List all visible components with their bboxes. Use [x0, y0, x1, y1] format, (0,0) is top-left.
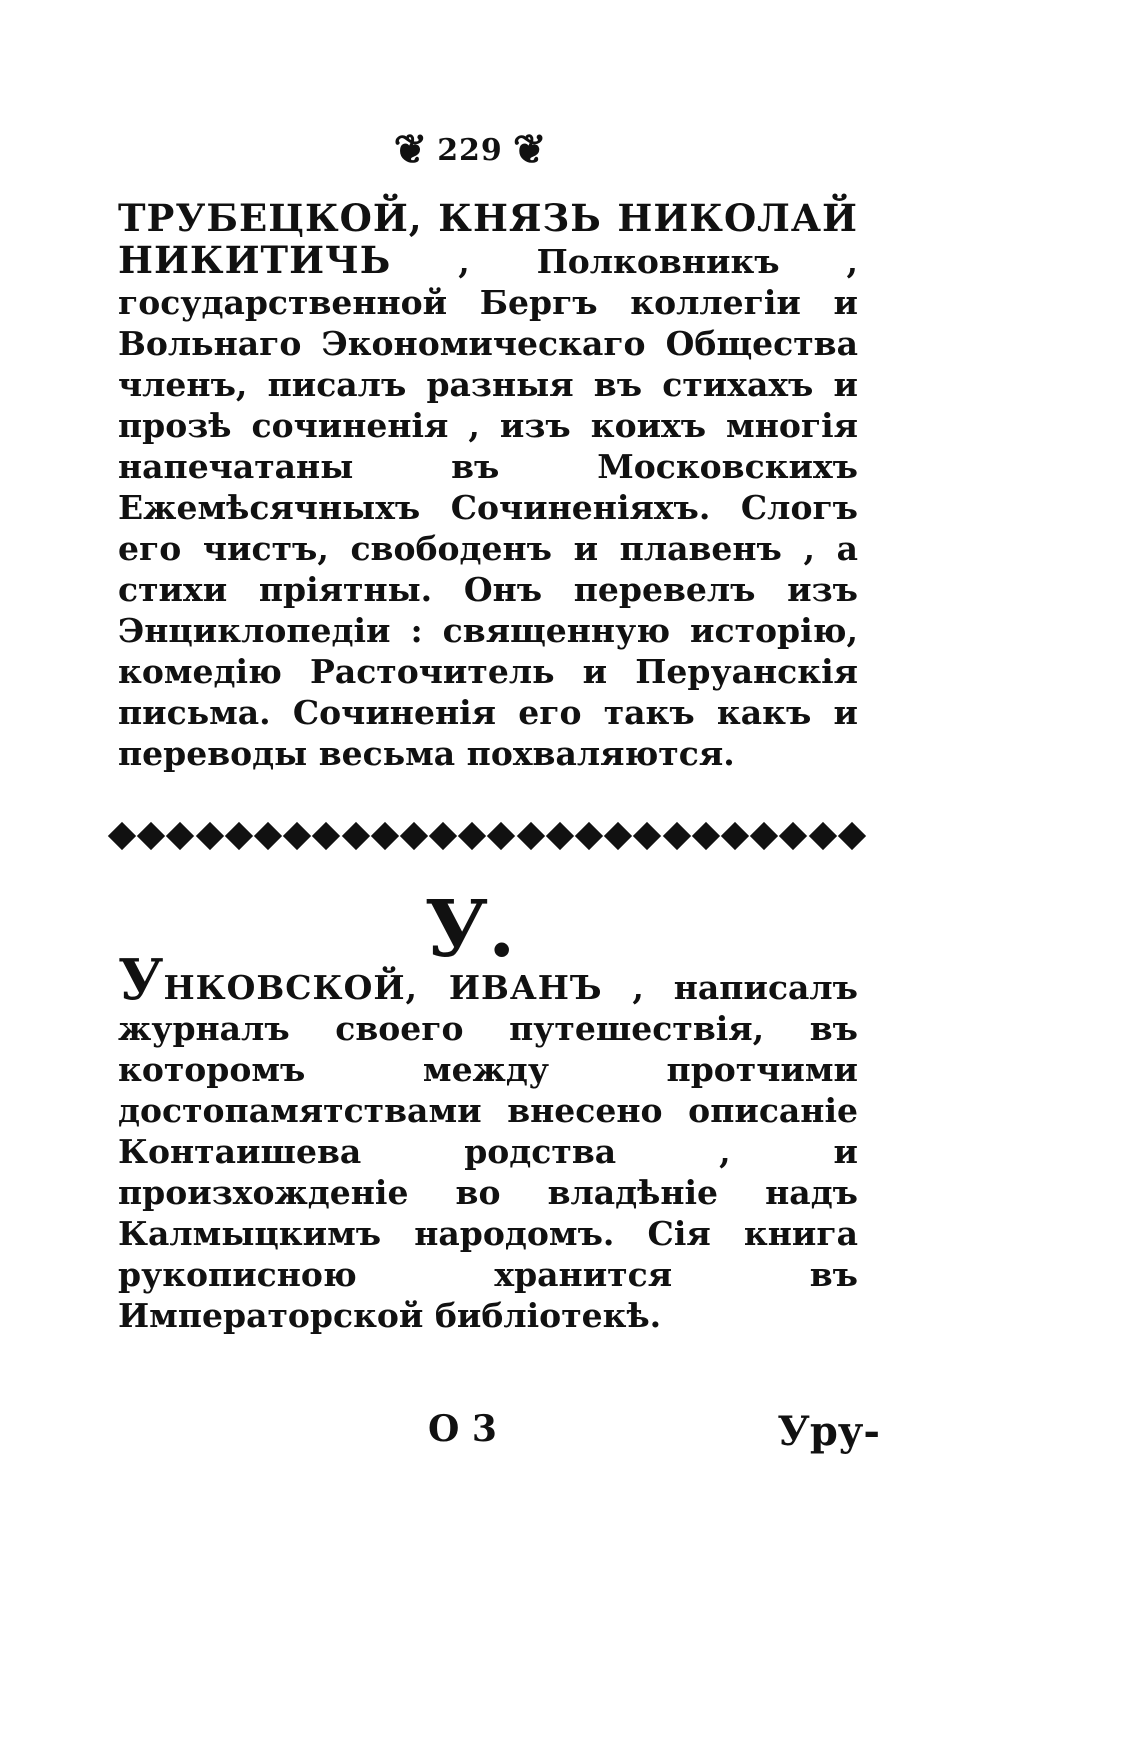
diamond-icon — [779, 822, 807, 850]
diamond-icon — [662, 822, 690, 850]
signature-mark: О 3 — [428, 1408, 497, 1450]
diamond-icon — [575, 822, 603, 850]
page-footer — [400, 1408, 880, 1458]
diamond-icon — [633, 822, 661, 850]
entry-text: , Полковникъ , государственной Бергъ коллегіи и Вольнаго Экономическаго Общества членъ, писалъ разныя въ стихахъ и прозѣ сочиненія , изъ коихъ многія напечатаны въ Московскихъ Ежемѣсячныхъ Сочиненіяхъ. Слогъ его чистъ, свободенъ и плавенъ , а стихи пріятны. Онъ перевелъ изъ Энциклопедіи : священную исторію, комедію Расточитель и Перуанскія письма. Сочиненія его такъ какъ и переводы весьма похваляются. — [118, 242, 858, 773]
diamond-icon — [487, 822, 515, 850]
section-letter: У. — [424, 884, 516, 975]
ornamental-divider — [112, 818, 862, 854]
diamond-icon — [458, 822, 486, 850]
diamond-icon — [692, 822, 720, 850]
diamond-icon — [195, 822, 223, 850]
diamond-icon — [429, 822, 457, 850]
entry-unkovskoy — [118, 947, 858, 1336]
drop-initial: У — [118, 947, 164, 1013]
entry-name: НКОВСКОЙ, ИВАНЪ — [163, 968, 603, 1007]
entry-trubetskoy — [118, 198, 858, 774]
entry-name: ТРУБЕЦКОЙ, КНЯЗЬ НИКОЛАЙ НИКИТИЧЬ — [118, 196, 858, 282]
diamond-icon — [137, 822, 165, 850]
diamond-icon — [604, 822, 632, 850]
diamond-icon — [546, 822, 574, 850]
diamond-icon — [400, 822, 428, 850]
diamond-icon — [283, 822, 311, 850]
diamond-icon — [371, 822, 399, 850]
ornament-left-icon: ❦ — [393, 126, 428, 173]
diamond-icon — [808, 822, 836, 850]
diamond-icon — [516, 822, 544, 850]
diamond-icon — [108, 822, 136, 850]
diamond-icon — [721, 822, 749, 850]
diamond-icon — [166, 822, 194, 850]
ornament-right-icon: ❦ — [512, 126, 547, 173]
page-number: 229 — [437, 132, 503, 168]
page-header — [320, 120, 620, 180]
diamond-icon — [341, 822, 369, 850]
diamond-icon — [225, 822, 253, 850]
entry-text: , написалъ журналъ своего путешествія, въ которомъ между протчими достопамятствами внесено описаніе Контаишева родства , и произхожденіе во владѣніе надъ Калмыцкимъ народомъ. Сія книга рукописною хранится въ Императорской библіотекѣ. — [118, 968, 858, 1335]
diamond-icon — [312, 822, 340, 850]
catchword: Уру- — [777, 1408, 880, 1455]
diamond-icon — [838, 822, 866, 850]
diamond-icon — [750, 822, 778, 850]
diamond-icon — [254, 822, 282, 850]
